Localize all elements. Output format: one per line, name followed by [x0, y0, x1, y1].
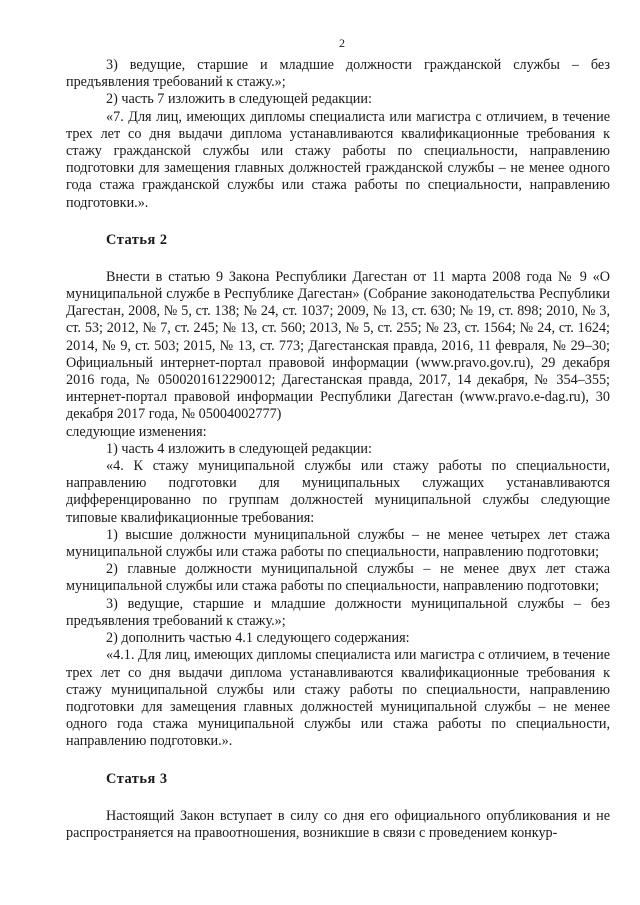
- paragraph: 1) часть 4 изложить в следующей редакции:: [106, 440, 372, 457]
- paragraph: «4. К стажу муниципальной службы или стажу работы по специальности, направлению подготовки для муниципальных служащих устанавливаются дифференцированно по группам должностей муниципальной службы следующие типовые квалификационные требования:: [66, 458, 610, 526]
- paragraph: 3) ведущие, старшие и младшие должности муниципальной службы – без предъявления требований к стажу.»;: [66, 595, 610, 629]
- page-number: 2: [339, 36, 345, 50]
- paragraph: «7. Для лиц, имеющих дипломы специалиста или магистра с отличием, в течение трех лет со дня выдачи диплома устанавливаются квалификационные требования к стажу гражданской службы или стажу работы по специальности, направлению подготовки для замещения главных должностей гражданской службы – не менее одного года стажа гражданской службы или стажа работы по специальности, направлению подготовки.».: [66, 108, 610, 211]
- paragraph: 2) главные должности муниципальной службы – не менее двух лет стажа муниципальной службы или стажа работы по специальности, направлению подготовки;: [66, 561, 610, 595]
- paragraph: Внести в статью 9 Закона Республики Дагестан от 11 марта 2008 года № 9 «О муниципальной службе в Республике Дагестан» (Собрание законодательства Республики Дагестан, 2008, № 5, ст. 138; № 24, ст. 1037; 2009, № 13, ст. 630; № 19, ст. 898; 2010, № 3, ст. 53; 2012, № 7, ст. 245; № 13, ст. 560; 2013, № 5, ст. 255; № 23, ст. 1564; № 24, ст. 1624; 2014, № 9, ст. 503; 2015, № 13, ст. 773; Дагестанская правда, 2016, 11 февраля, № 29–30; Официальный интернет-портал правовой информации (www.pravo.gov.ru), 29 декабря 2016 года, № 0500201612290012; Дагестанская правда, 2017, 14 декабря, № 354–355; интернет-портал правовой информации Республики Дагестан (www.pravo.e-dag.ru), 30 декабря 2017 года, № 05004002777): [66, 268, 610, 423]
- paragraph: 3) ведущие, старшие и младшие должности гражданской службы – без предъявления требований к стажу.»;: [66, 57, 610, 91]
- article-2-heading: Статья 2: [106, 231, 168, 248]
- paragraph: Настоящий Закон вступает в силу со дня его официального опубликования и не распространяется на правоотношения, возникшие в связи с проведением конкур-: [66, 807, 610, 841]
- article-3-body: [66, 808, 610, 842]
- article-3-heading: Статья 3: [106, 770, 168, 787]
- paragraph: следующие изменения:: [66, 423, 207, 440]
- paragraph: 2) часть 7 изложить в следующей редакции:: [106, 91, 372, 108]
- paragraph: «4.1. Для лиц, имеющих дипломы специалиста или магистра с отличием, в течение трех лет со дня выдачи диплома устанавливаются квалификационные требования к стажу муниципальной службы или стажу работы по специальности, направлению подготовки для замещения главных должностей муниципальной службы – не менее одного года стажа муниципальной службы или стажа работы по специальности, направлению подготовки.».: [66, 647, 610, 750]
- article-2-body: [66, 269, 610, 751]
- continuation-block: [66, 57, 610, 212]
- paragraph: 2) дополнить частью 4.1 следующего содержания:: [106, 630, 410, 647]
- paragraph: 1) высшие должности муниципальной службы – не менее четырех лет стажа муниципальной службы или стажа работы по специальности, направлению подготовки;: [66, 526, 610, 561]
